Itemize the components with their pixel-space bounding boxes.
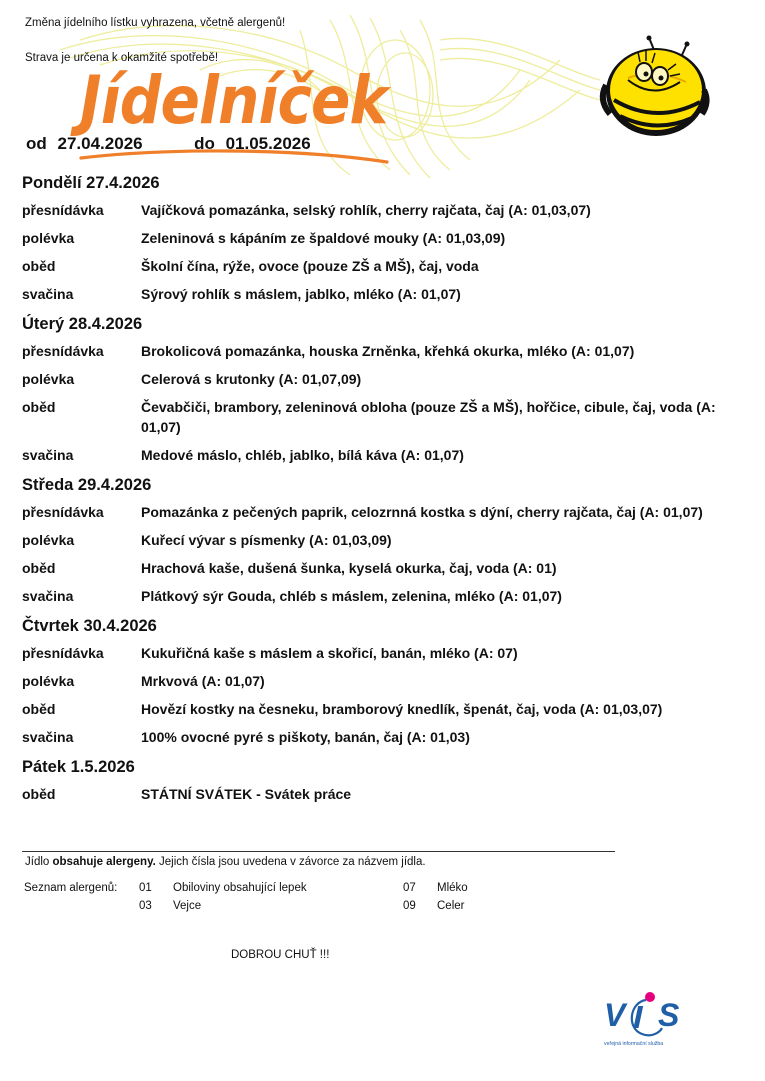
meal-label: oběd	[22, 701, 56, 717]
date-range	[26, 134, 317, 154]
day-tuesday	[22, 311, 742, 469]
meal-label: oběd	[22, 399, 56, 415]
range-to-label: do	[194, 134, 215, 153]
meal-row	[22, 667, 742, 695]
meal-row	[22, 582, 742, 610]
allergen-note-bold: obsahuje alergeny.	[52, 856, 156, 868]
meal-row	[22, 196, 742, 224]
meal-row	[22, 337, 742, 365]
weekly-menu	[22, 170, 742, 811]
footer-divider	[22, 851, 615, 852]
meal-dish: Hovězí kostky na česneku, bramborový knedlík, špenát, čaj, voda (A: 01,03,07)	[141, 701, 663, 717]
allergen-name: Obiloviny obsahující lepek	[173, 882, 307, 894]
meal-dish: Plátkový sýr Gouda, chléb s máslem, zelenina, mléko (A: 01,07)	[141, 588, 562, 604]
allergen-item	[139, 879, 307, 897]
meal-dish: Školní čína, rýže, ovoce (pouze ZŠ a MŠ), čaj, voda	[141, 258, 479, 274]
meal-label: oběd	[22, 560, 56, 576]
day-heading: Úterý 28.4.2026	[22, 315, 143, 333]
meal-label: svačina	[22, 588, 74, 604]
meal-row	[22, 498, 742, 526]
meal-label: přesnídávka	[22, 202, 104, 218]
meal-dish: 100% ovocné pyré s piškoty, banán, čaj (A: 01,03)	[141, 729, 470, 745]
meal-label: přesnídávka	[22, 343, 104, 359]
allergen-code: 01	[139, 882, 152, 894]
day-thursday	[22, 613, 742, 751]
meal-label: svačina	[22, 286, 74, 302]
day-heading: Čtvrtek 30.4.2026	[22, 617, 157, 635]
meal-row	[22, 280, 742, 308]
range-from-label: od	[26, 134, 47, 153]
meal-dish: Sýrový rohlík s máslem, jablko, mléko (A: 01,07)	[141, 286, 461, 302]
enjoy-message: DOBROU CHUŤ !!!	[231, 949, 330, 961]
meal-label: přesnídávka	[22, 645, 104, 661]
meal-dish: STÁTNÍ SVÁTEK - Svátek práce	[141, 786, 352, 802]
day-heading: Pátek 1.5.2026	[22, 758, 135, 776]
day-heading: Pondělí 27.4.2026	[22, 174, 160, 192]
allergen-name: Mléko	[437, 882, 468, 894]
meal-label: svačina	[22, 729, 74, 745]
meal-label: polévka	[22, 371, 75, 387]
meal-row	[22, 393, 742, 441]
page-title: Jídelníček	[80, 62, 388, 139]
meal-row	[22, 723, 742, 751]
allergen-note	[25, 856, 426, 868]
meal-dish: Čevabčiči, brambory, zeleninová obloha (pouze ZŠ a MŠ), hořčice, cibule, čaj, voda (A: 01,07)	[141, 399, 716, 435]
meal-row	[22, 639, 742, 667]
svg-text:S: S	[658, 997, 680, 1033]
bee-mascot-icon	[588, 30, 718, 140]
meal-dish: Pomazánka z pečených paprik, celozrnná kostka s dýní, cherry rajčata, čaj (A: 01,07)	[141, 504, 703, 520]
meal-label: polévka	[22, 673, 75, 689]
allergen-code: 03	[139, 900, 152, 912]
meal-label: oběd	[22, 258, 56, 274]
meal-row	[22, 695, 742, 723]
meal-row	[22, 224, 742, 252]
allergen-item	[139, 897, 201, 915]
meal-dish: Hrachová kaše, dušená šunka, kyselá okurka, čaj, voda (A: 01)	[141, 560, 557, 576]
svg-text:V: V	[604, 997, 626, 1033]
meal-dish: Zeleninová s kápáním ze špaldové mouky (A: 01,03,09)	[141, 230, 506, 246]
meal-label: přesnídávka	[22, 504, 104, 520]
day-heading: Středa 29.4.2026	[22, 476, 152, 494]
allergen-item	[403, 879, 468, 897]
meal-label: oběd	[22, 786, 56, 802]
meal-label: polévka	[22, 532, 75, 548]
meal-label: svačina	[22, 447, 74, 463]
allergen-list-label: Seznam alergenů:	[24, 882, 118, 894]
consume-notice: Strava je určena k okamžité spotřebě!	[25, 52, 219, 64]
meal-dish: Brokolicová pomazánka, houska Zrněnka, křehká okurka, mléko (A: 01,07)	[141, 343, 635, 359]
meal-row	[22, 252, 742, 280]
allergen-name: Vejce	[173, 900, 202, 912]
meal-row	[22, 780, 742, 808]
meal-dish: Vajíčková pomazánka, selský rohlík, cherry rajčata, čaj (A: 01,03,07)	[141, 202, 591, 218]
menu-change-notice: Změna jídelního lístku vyhrazena, včetně alergenů!	[25, 17, 286, 29]
allergen-note-prefix: Jídlo	[25, 856, 50, 868]
range-to-date: 01.05.2026	[225, 134, 311, 153]
vis-logo-icon	[600, 988, 692, 1050]
allergen-code: 07	[403, 882, 416, 894]
day-wednesday	[22, 472, 742, 610]
allergen-code: 09	[403, 900, 416, 912]
meal-dish: Celerová s krutonky (A: 01,07,09)	[141, 371, 362, 387]
svg-text:veřejná informační služba: veřejná informační služba	[604, 1041, 664, 1047]
meal-row	[22, 441, 742, 469]
meal-dish: Mrkvová (A: 01,07)	[141, 673, 265, 689]
meal-label: polévka	[22, 230, 75, 246]
allergen-name: Celer	[437, 900, 465, 912]
meal-row	[22, 554, 742, 582]
meal-dish: Kukuřičná kaše s máslem a skořicí, banán, mléko (A: 07)	[141, 645, 518, 661]
day-monday	[22, 170, 742, 308]
meal-dish: Kuřecí vývar s písmenky (A: 01,03,09)	[141, 532, 392, 548]
range-from-date: 27.04.2026	[57, 134, 143, 153]
meal-row	[22, 365, 742, 393]
day-friday	[22, 754, 742, 808]
allergen-note-suffix: Jejich čísla jsou uvedena v závorce za názvem jídla.	[159, 856, 426, 868]
meal-row	[22, 526, 742, 554]
allergen-item	[403, 897, 464, 915]
meal-dish: Medové máslo, chléb, jablko, bílá káva (A: 01,07)	[141, 447, 464, 463]
